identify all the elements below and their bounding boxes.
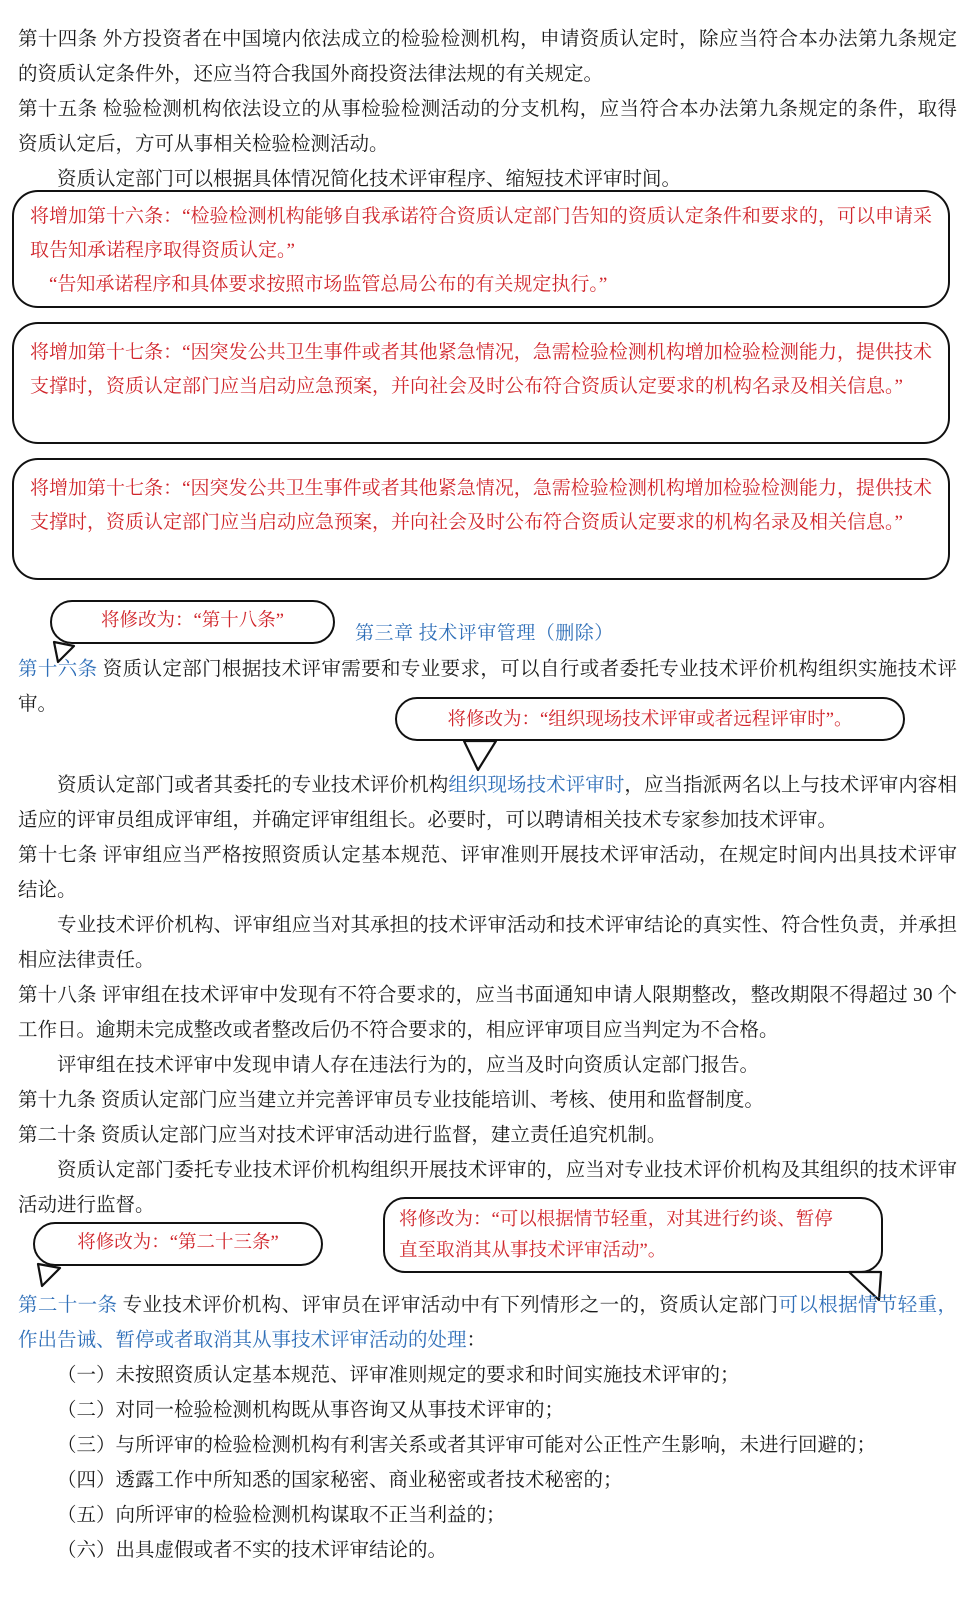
annotation-add-article-16 — [12, 190, 950, 308]
article-16-label: 第十六条 — [18, 659, 98, 680]
enumerated-list — [0, 1358, 975, 1568]
callout-change-to-article-23 — [33, 1222, 323, 1266]
paragraph-article-20: 第二十条 资质认定部门应当对技术评审活动进行监督，建立责任追究机制。 — [18, 1125, 667, 1146]
article-16-second-before: 资质认定部门或者其委托的专业技术评价机构 — [57, 775, 449, 796]
paragraph-article-20-second: 资质认定部门委托专业技术评价机构组织开展技术评审的，应当对专业技术评价机构及其组织的技术评审活动进行监督。 — [18, 1160, 957, 1216]
article-21-mid: 专业技术评价机构、评审员在评审活动中有下列情形之一的，资质认定部门 — [117, 1295, 779, 1316]
article-21-highlight: 可以根据情节轻重，作出告诫、暂停或者取消其从事技术评审活动的处理 — [18, 1295, 957, 1351]
callout-change-to-article-18 — [50, 600, 335, 644]
paragraph-article-16-second — [18, 768, 957, 838]
annotation-add-article-17-b — [12, 458, 950, 580]
paragraph-article-18: 第十八条 评审组在技术评审中发现有不符合要求的，应当书面通知申请人限期整改，整改期限不得超过 30 个工作日。逾期未完成整改或者整改后仍不符合要求的，相应评审项目应当判定为不合格。 — [18, 985, 957, 1041]
paragraph-article-18-second: 评审组在技术评审中发现申请人存在违法行为的，应当及时向资质认定部门报告。 — [57, 1055, 760, 1076]
callout-change-to-article-18-text: 将修改为：“第十八条” — [101, 611, 284, 631]
list-item: （三）与所评审的检验检测机构有利害关系或者其评审可能对公正性产生影响，未进行回避的； — [57, 1435, 877, 1456]
callout-change-onsite-remote — [395, 697, 905, 741]
callout-change-to-article-23-text: 将修改为：“第二十三条” — [77, 1233, 279, 1253]
body-block-lower — [0, 838, 975, 1223]
paragraph-article-15: 第十五条 检验检测机构依法设立的从事检验检测活动的分支机构，应当符合本办法第九条规定的条件，取得资质认定后，方可从事相关检验检测活动。 — [18, 99, 957, 155]
annotation-add-article-16-line1: 将增加第十六条：“检验检测机构能够自我承诺符合资质认定部门告知的资质认定条件和要求的，可以申请采取告知承诺程序取得资质认定。” — [30, 206, 932, 261]
article-21-label: 第二十一条 — [18, 1295, 118, 1316]
annotation-add-article-17-a — [12, 322, 950, 444]
article-16-second-after: ，应当指派两名以上与技术评审内容相适应的评审员组成评审组，并确定评审组组长。必要时，可以聘请相关技术专家参加技术评审。 — [18, 775, 957, 831]
paragraph-article-17-second: 专业技术评价机构、评审组应当对其承担的技术评审活动和技术评审结论的真实性、符合性负责，并承担相应法律责任。 — [18, 915, 957, 971]
annotation-add-article-17-a-text: 将增加第十七条：“因突发公共卫生事件或者其他紧急情况，急需检验检测机构增加检验检测能力，提供技术支撑时，资质认定部门应当启动应急预案，并向社会及时公布符合资质认定要求的机构名录及相关信息。” — [30, 342, 932, 397]
top-paragraph-block — [0, 22, 975, 197]
callout-change-penalty-line2: 直至取消其从事技术评审活动”。 — [399, 1241, 667, 1261]
callout-change-penalty-line1: 将修改为：“可以根据情节轻重，对其进行约谈、暂停 — [399, 1210, 833, 1230]
article-16-second-highlight: 组织现场技术评审时 — [448, 775, 625, 796]
callout-change-onsite-remote-text: 将修改为：“组织现场技术评审或者远程评审时”。 — [447, 710, 853, 730]
callout-tail-article-23 — [36, 1262, 76, 1288]
chapter-title — [355, 618, 614, 645]
article-16-text: 资质认定部门根据技术评审需要和专业要求，可以自行或者委托专业技术评价机构组织实施技术评审。 — [18, 659, 957, 715]
list-item: （六）出具虚假或者不实的技术评审结论的。 — [57, 1540, 448, 1561]
annotation-add-article-17-b-text: 将增加第十七条：“因突发公共卫生事件或者其他紧急情况，急需检验检测机构增加检验检测能力，提供技术支撑时，资质认定部门应当启动应急预案，并向社会及时公布符合资质认定要求的机构名录及相关信息。” — [30, 478, 932, 533]
list-item: （四）透露工作中所知悉的国家秘密、商业秘密或者技术秘密的； — [57, 1470, 623, 1491]
list-item: （一）未按照资质认定基本规范、评审准则规定的要求和时间实施技术评审的； — [57, 1365, 740, 1386]
paragraph-article-15-second: 资质认定部门可以根据具体情况简化技术评审程序、缩短技术评审时间。 — [57, 169, 682, 190]
callout-change-penalty — [383, 1197, 883, 1273]
paragraph-article-19: 第十九条 资质认定部门应当建立并完善评审员专业技能培训、考核、使用和监督制度。 — [18, 1090, 764, 1111]
paragraph-article-21 — [18, 1288, 957, 1358]
list-item: （二）对同一检验检测机构既从事咨询又从事技术评审的； — [57, 1400, 565, 1421]
paragraph-article-14: 第十四条 外方投资者在中国境内依法成立的检验检测机构，申请资质认定时，除应当符合本办法第九条规定的资质认定条件外，还应当符合我国外商投资法律法规的有关规定。 — [18, 29, 957, 85]
annotation-add-article-16-line2: “告知承诺程序和具体要求按照市场监管总局公布的有关规定执行。” — [49, 274, 608, 295]
chapter-title-text: 第三章 技术评审管理（删除） — [355, 623, 614, 644]
article-21-end: ： — [466, 1330, 487, 1351]
paragraph-article-17: 第十七条 评审组应当严格按照资质认定基本规范、评审准则开展技术评审活动，在规定时间内出具技术评审结论。 — [18, 845, 957, 901]
list-item: （五）向所评审的检验检测机构谋取不正当利益的； — [57, 1505, 506, 1526]
